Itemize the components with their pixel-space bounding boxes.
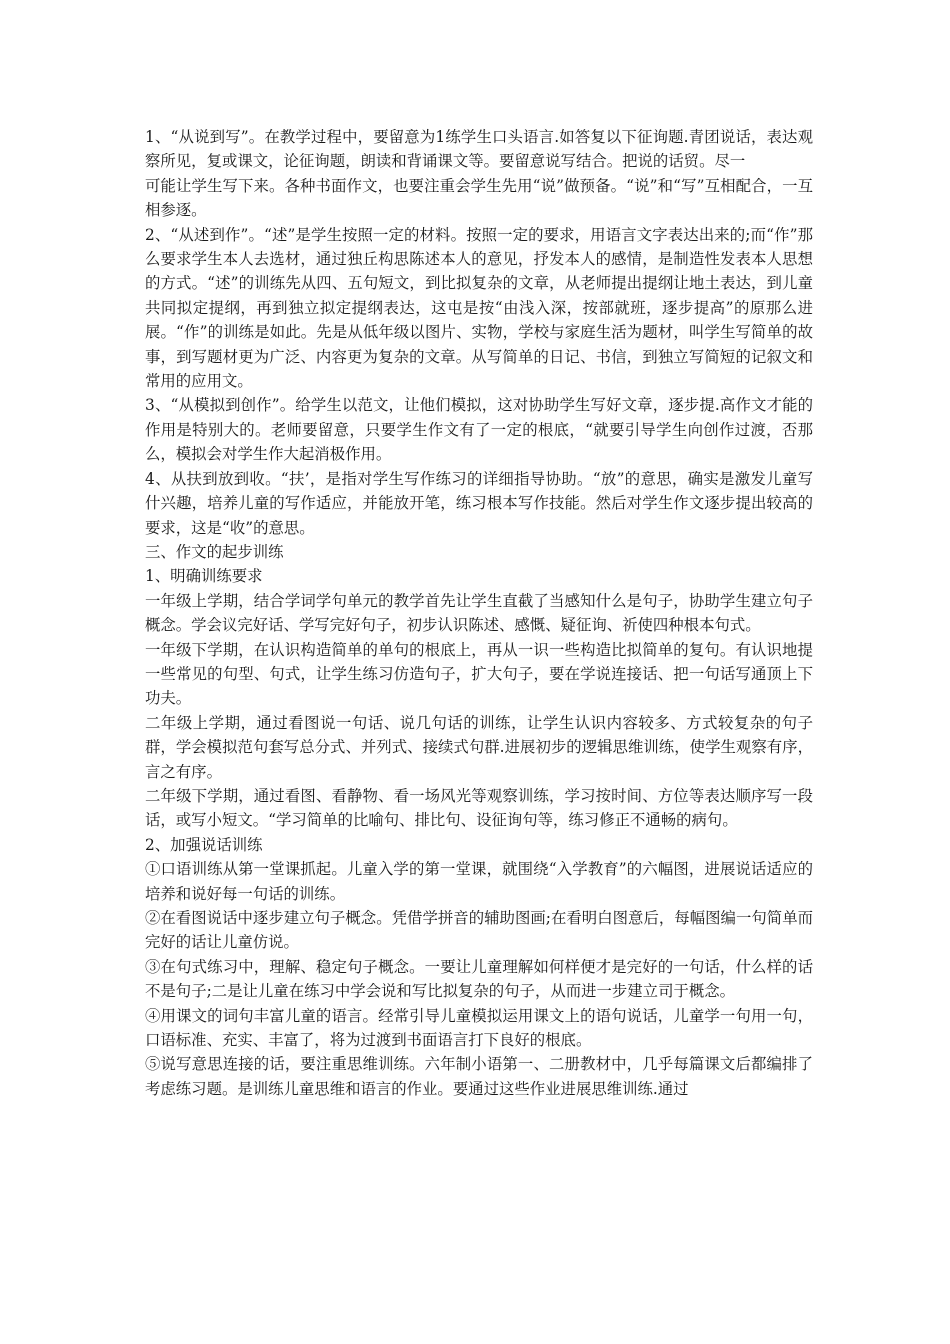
paragraph-grade2-term2: 二年级下学期，通过看图、看静物、看一场风光等观察训练，学习按时间、方位等表达顺序写一段话，或写小短文。“学习简单的比喻句、排比句、设征询句等，练习修正不通畅的病句。 xyxy=(145,786,813,830)
paragraph-grade1-term2: 一年级下学期，在认识构造简单的单句的根底上，再从一识一些构造比拟简单的复句。有认识地提一些常见的句型、句式，让学生练习仿造句子，扩大句子，要在学说连接话、把一句话写通顶上下功夫。 xyxy=(145,640,813,708)
list-item-3: ③在句式练习中，理解、稳定句子概念。一要让儿童理解如何样便才是完好的一句话，什么样的话不是句子;二是让儿童在练习中学会说和写比拟复杂的句子，从而进一步建立司于概念。 xyxy=(145,957,813,1001)
list-item-4: ④用课文的词句丰富儿童的语言。经常引导儿童模拟运用课文上的语句说话，儿童学一句用一句，口语标准、充实、丰富了，将为过渡到书面语言打下良好的根底。 xyxy=(145,1006,813,1050)
paragraph-3: 2、“从述到作”。“述”是学生按照一定的材料。按照一定的要求，用语言文字表达出来的;而“作”那么要求学生本人去选材，通过独丘构思陈述本人的意见，抒发本人的感情，是制造性发表本人思想的方式。“述”的训练先从四、五句短文，到比拟复杂的文章，从老师提出提纲让地土表达，到儿童共同拟定提纲，再到独立拟定提纲表达，这屯是按“由浅入深，按部就班，逐步提高”的原那么进展。“作”的训练是如此。先是从低年级以图片、实物，学校与家庭生活为题材，叫学生写简单的故事，到写题材更为广泛、内容更为复杂的文章。从写简单的日记、书信，到独立写简短的记叙文和常用的应用文。 xyxy=(145,225,813,391)
paragraph-2: 可能让学生写下来。各种书面作文，也要注重会学生先用“说”做预备。“说”和“写”互相配合，一互相参逐。 xyxy=(145,176,813,220)
list-item-1: ①口语训练从第一堂课抓起。儿童入学的第一堂课，就围绕“入学教育”的六幅图，进展说话适应的培养和说好每一句话的训练。 xyxy=(145,860,813,903)
subheading-2: 2、加强说话训练 xyxy=(145,835,263,854)
section-heading: 三、作文的起步训练 xyxy=(145,542,284,561)
paragraph-4: 3、“从模拟到创作”。给学生以范文，让他们模拟，这对协助学生写好文章，逐步提.高作文才能的作用是特别大的。老师要留意，只要学生作文有了一定的根底，“就要引导学生向创作过渡，否那么，模拟会对学生作大起消极作用。 xyxy=(145,396,813,464)
paragraph-5: 4、从扶到放到收。“扶’，是指对学生写作练习的详细指导协助。“放”的意思，确实是激发儿童写什兴趣，培养儿童的写作适应，并能放开笔，练习根本写作技能。然后对学生作文逐步提出较高的要求，这是“收”的意思。 xyxy=(145,469,813,537)
subheading-1: 1、明确训练要求 xyxy=(145,567,263,586)
paragraph-grade1-term1: 一年级上学期，结合学词学句单元的教学首先让学生直截了当感知什么是句子，协助学生建立句子概念。学会议完好话、学写完好句子，初步认识陈述、感慨、疑征询、祈使四种根本句式。 xyxy=(145,591,813,635)
paragraph-grade2-term1: 二年级上学期，通过看图说一句话、说几句话的训练，让学生认识内容较多、方式较复杂的句子群，学会模拟范句套写总分式、并列式、接续式句群.进展初步的逻辑思维训练，使学生观察有序，言之有序。 xyxy=(145,713,813,781)
list-item-2: ②在看图说话中逐步建立句子概念。凭借学拼音的辅助图画;在看明白图意后，每幅图编一句简单而完好的话让儿童仿说。 xyxy=(145,909,813,952)
document-body xyxy=(145,125,813,1101)
list-item-5: ⑤说写意思连接的话，要注重思维训练。六年制小语第一、二册教材中，几乎每篇课文后都编排了考虑练习题。是训练儿童思维和语言的作业。要通过这些作业进展思维训练.通过 xyxy=(145,1055,813,1098)
paragraph-1: 1、“从说到写”。在教学过程中，要留意为1练学生口头语言.如答复以下征询题.青团说话，表达观察所见，复或课文，论征询题，朗读和背诵课文等。要留意说写结合。把说的话贸。尽一 xyxy=(145,128,813,171)
